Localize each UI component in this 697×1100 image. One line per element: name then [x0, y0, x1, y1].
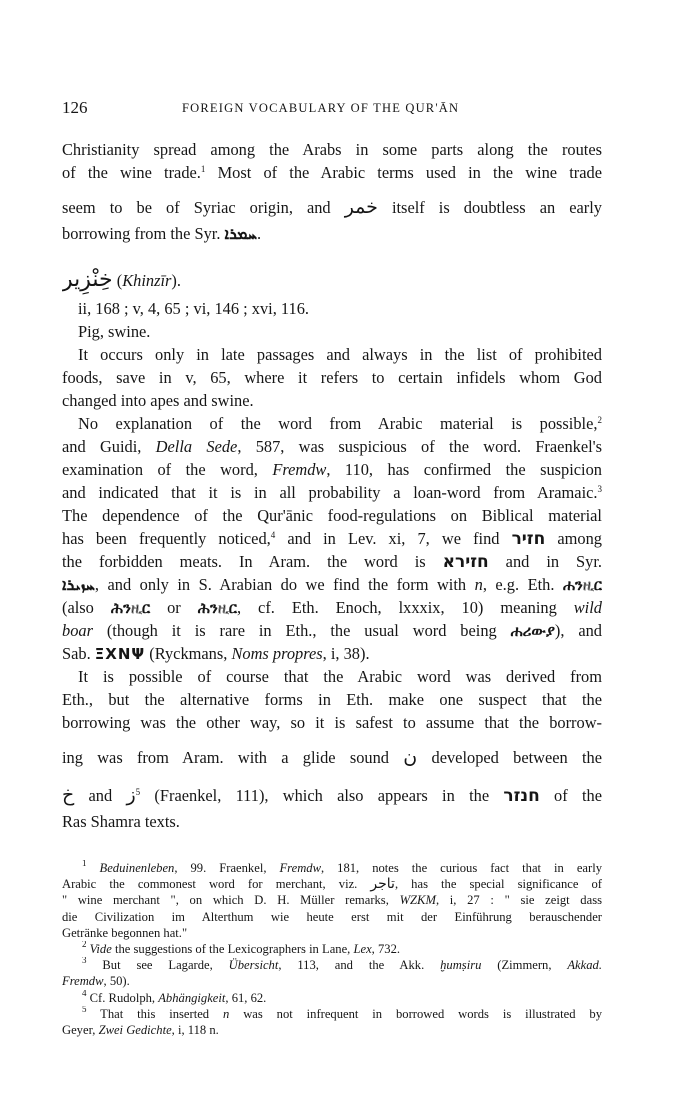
text-line: [62, 734, 602, 772]
page-number: 126: [62, 98, 88, 117]
text-run: , 587, was suspicious of the word. Fraenkel's: [237, 437, 602, 456]
syriac-word: ܚܙܝܪܐ: [62, 575, 95, 594]
text-line: [62, 389, 602, 412]
ethiopic-word: ሐንዚር: [562, 576, 602, 594]
ethiopic-word: ሐሪውያ: [510, 622, 555, 640]
italic-title: Fremdw: [272, 460, 327, 479]
arabic-letter: ن: [403, 746, 418, 768]
text-run: Getränke begonnen hat.": [62, 925, 188, 940]
text-run: of the wine trade.: [62, 163, 201, 182]
text-run: Most of the Arabic terms used in the wine trade: [205, 163, 602, 182]
text-run: ), and: [554, 621, 602, 640]
footnote-5: [62, 1006, 602, 1022]
text-run: Pig, swine.: [78, 322, 151, 341]
text-run: " wine merchant ", on which D. H. Müller remarks,: [62, 893, 400, 908]
text-run: , i, 118 n.: [171, 1023, 219, 1038]
text-line: [62, 504, 602, 527]
text-run: examination of the word,: [62, 460, 273, 479]
text-run: (also: [62, 598, 111, 617]
text-run: It occurs only in late passages and always in the list of prohibited: [78, 345, 602, 364]
text-run: , 61, 62.: [225, 990, 267, 1005]
footnote-number: 3: [82, 957, 87, 966]
text-run: , 99. Fraenkel,: [174, 861, 280, 875]
text-line: [62, 688, 602, 711]
entry-meaning: [62, 320, 602, 343]
text-run: Christianity spread among the Arabs in some parts along the routes: [62, 140, 602, 159]
text-line: [62, 711, 602, 734]
footnote-number: 5: [82, 1005, 87, 1014]
text-run: , 181, notes the curious fact that in early: [321, 861, 602, 875]
page-header: [62, 98, 602, 120]
italic-title: Fremdw: [279, 861, 321, 875]
aramaic-word: חזירא: [442, 552, 489, 572]
syriac-word: ܚܡܪܐ: [224, 224, 257, 243]
text-run: and: [74, 786, 127, 805]
entry-heading: خِنْزِير (Khinzīr).: [62, 267, 181, 292]
text-run: , 113, and the Akk.: [278, 958, 441, 973]
arabic-word: تاجر: [370, 876, 395, 893]
text-run: , 110, has confirmed the suspicion: [326, 460, 602, 479]
text-run: seem to be of Syriac origin, and: [62, 198, 345, 217]
text-line: [62, 184, 602, 222]
text-run: (Zimmern,: [481, 958, 568, 973]
italic-title: Akkad.: [567, 958, 602, 973]
text-run: Cf. Rudolph,: [89, 990, 159, 1005]
text-run: The dependence of the Qur'ānic food-regulations on Biblical material: [62, 506, 602, 525]
footnote-1: [62, 860, 602, 876]
text-run: developed between the: [417, 748, 602, 767]
footnote-line: [62, 909, 602, 925]
text-line: [62, 343, 602, 366]
text-run: , cf. Eth. Enoch, lxxxix, 10) meaning: [237, 598, 574, 617]
footnote-line: [62, 892, 602, 908]
text-run: But see Lagarde,: [102, 958, 229, 973]
italic-title: Beduinenleben: [99, 861, 175, 875]
qur-an-references: [62, 297, 602, 320]
text-run: , i, 27 : " sie zeigt dass: [435, 893, 602, 908]
italic-title: Fremdw: [62, 974, 104, 989]
ugaritic-word: חנזר: [503, 786, 540, 806]
footnote-3: [62, 957, 602, 973]
text-run: , e.g. Eth.: [482, 575, 563, 594]
text-run: the forbidden meats. In Aram. the word is: [62, 552, 443, 571]
text-line: [62, 138, 602, 161]
footnote-4: [62, 990, 602, 1006]
text-run: .: [256, 224, 262, 243]
footnote-number: 2: [82, 941, 87, 950]
text-run: Arabic the commonest word for merchant, viz.: [62, 877, 371, 892]
text-run: ing was from Aram. with a glide sound: [62, 748, 404, 767]
text-run: among: [545, 529, 602, 548]
text-run: (Ryckmans,: [145, 644, 232, 663]
text-run: has been frequently noticed,: [62, 529, 271, 548]
text-run: foods, save in v, 65, where it refers to certain infidels whom God: [62, 368, 602, 387]
text-run: , 50).: [103, 974, 130, 989]
text-line: [62, 810, 602, 833]
text-line: [62, 412, 602, 435]
text-run: No explanation of the word from Arabic material is possible,: [78, 414, 598, 433]
hebrew-word: חזיר: [511, 529, 546, 549]
entry-transliteration: Khinzīr: [122, 271, 172, 290]
arabic-word: خمر: [344, 196, 378, 218]
text-run: changed into apes and swine.: [62, 391, 254, 410]
text-run: borrowing was the other way, so it is safest to assume that the borrow-: [62, 713, 602, 732]
text-line: [62, 573, 602, 596]
footnote-2: [62, 941, 602, 957]
arabic-letter: ز: [126, 784, 136, 806]
text-line: [62, 665, 602, 688]
footnote-line: [62, 876, 602, 892]
text-line: [62, 366, 602, 389]
ethiopic-word: ሕንዚር: [110, 599, 151, 617]
text-line: [62, 458, 602, 481]
text-run: , i, 38).: [322, 644, 370, 663]
text-run: borrowing from the Syr.: [62, 224, 225, 243]
text-run: , and only in S. Arabian do we find the form with: [94, 575, 475, 594]
italic-title: Lex: [353, 942, 372, 957]
text-run: and in Lev. xi, 7, we find: [275, 529, 512, 548]
main-text: [62, 138, 602, 833]
text-run: die Civilization im Alterthum wie heute erst mit der Einführung berauschender: [62, 909, 602, 924]
footnote-number: 1: [82, 860, 87, 868]
text-line: [62, 596, 602, 619]
text-run: , 732.: [371, 942, 401, 957]
italic-title: Übersicht: [228, 958, 279, 973]
italic-title: Abhängigkeit: [158, 990, 226, 1005]
running-title: FOREIGN VOCABULARY OF THE QUR'ĀN: [182, 101, 460, 115]
text-run: , has the special significance of: [394, 877, 602, 892]
footnote-ref: 4: [270, 530, 276, 540]
text-line: [62, 619, 602, 642]
italic-word: boar: [62, 621, 93, 640]
text-line: [62, 772, 602, 810]
text-line: [62, 222, 602, 245]
text-line: [62, 527, 602, 550]
footnote-ref: 3: [597, 484, 602, 494]
text-run: That this inserted: [100, 1006, 223, 1021]
italic-letter: n: [223, 1006, 230, 1021]
text-line: [62, 642, 602, 665]
text-line: [62, 550, 602, 573]
footnote-ref: 2: [597, 415, 602, 425]
entry-arabic-word: خِنْزِير: [62, 267, 113, 292]
text-run: and indicated that it is in all probability a loan-word from Aramaic.: [62, 483, 598, 502]
text-run: (Fraenkel, 111), which also appears in the: [140, 786, 504, 805]
footnote-ref: 5: [135, 787, 141, 797]
italic-letter: n: [474, 575, 483, 594]
italic-title: Zwei Gedichte: [98, 1023, 172, 1038]
text-run: and Guidi,: [62, 437, 156, 456]
text-run: Eth., but the alternative forms in Eth. make one suspect that the: [62, 690, 602, 709]
italic-title: Noms propres: [231, 644, 323, 663]
text-line: [62, 161, 602, 184]
text-run: the suggestions of the Lexicographers in Lane,: [111, 942, 354, 957]
text-run: of the: [539, 786, 602, 805]
text-run: Geyer,: [62, 1023, 99, 1038]
footnote-line: [62, 925, 602, 941]
text-line: [62, 481, 602, 504]
footnotes: [62, 860, 602, 1038]
sabaean-word: ΞΧΝΨ: [94, 645, 146, 663]
italic-title: Della Sede: [155, 437, 238, 456]
text-run: ii, 168 ; v, 4, 65 ; vi, 146 ; xvi, 116.: [78, 299, 309, 318]
ethiopic-word: ሕንዚር: [197, 599, 237, 617]
text-run: and in Syr.: [488, 552, 602, 571]
text-run: It is possible of course that the Arabic word was derived from: [78, 667, 602, 686]
footnote-number: 4: [82, 989, 87, 998]
italic-word: ḫumṣiru: [440, 958, 482, 973]
text-run: Ras Shamra texts.: [62, 812, 180, 831]
arabic-letter: خ: [62, 784, 75, 806]
text-run: Sab.: [62, 644, 95, 663]
italic-title: WZKM: [399, 893, 436, 908]
text-line: [62, 435, 602, 458]
italic-word: wild: [573, 598, 602, 617]
italic-word: Vide: [89, 942, 112, 957]
footnote-ref: 1: [200, 164, 206, 174]
text-run: was not infrequent in borrowed words is illustrated by: [229, 1006, 602, 1021]
footnote-line: [62, 973, 602, 989]
text-run: (though it is rare in Eth., the usual word being: [92, 621, 511, 640]
footnote-line: [62, 1022, 602, 1038]
text-run: or: [150, 598, 198, 617]
text-run: itself is doubtless an early: [377, 198, 602, 217]
